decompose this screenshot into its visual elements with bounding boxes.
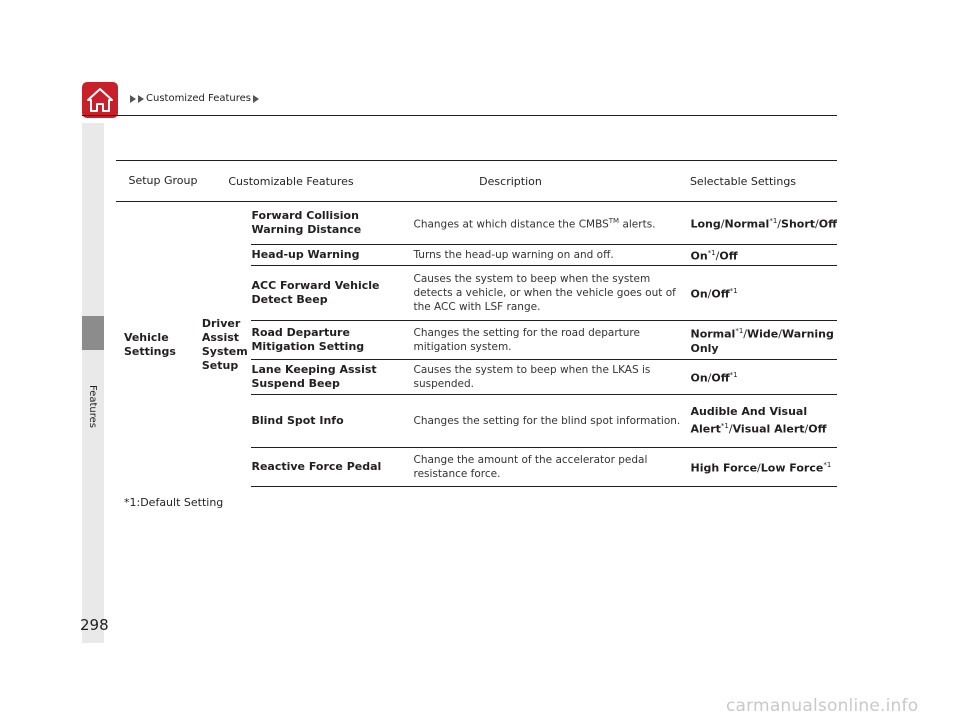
- setting-separator: /: [720, 217, 725, 231]
- setting-separator: /: [728, 422, 733, 436]
- feature-description: Causes the system to beep when the system detects a vehicle, or when the vehicle goes out of the ACC with LSF range.: [413, 273, 676, 313]
- setting-option: On: [690, 287, 708, 301]
- setting-separator: /: [777, 217, 782, 231]
- setting-option: Normal: [724, 217, 770, 231]
- section-label: Features: [87, 385, 98, 428]
- table-body: [116, 202, 837, 487]
- section-sidebar: [82, 123, 104, 643]
- feature-name: ACC Forward Vehicle Detect Beep: [251, 279, 380, 306]
- setting-separator: /: [815, 217, 819, 231]
- setting-option: Audible And Visual Alert: [690, 405, 808, 436]
- description-text: alerts.: [619, 218, 656, 231]
- setting-separator: /: [778, 327, 782, 341]
- table-row: [251, 395, 837, 448]
- selectable-settings: [690, 405, 837, 437]
- table-rows: [251, 202, 837, 487]
- selectable-settings: [690, 324, 837, 356]
- selectable-settings: [690, 284, 837, 302]
- header-customizable-features: Customizable Features: [228, 174, 354, 188]
- customizable-features-table: [116, 160, 837, 487]
- footnote: *1:Default Setting: [124, 496, 224, 509]
- watermark: carmanualsonline.info: [726, 696, 919, 716]
- setting-option: On: [690, 371, 708, 385]
- setting-separator: /: [707, 371, 712, 385]
- breadcrumb-arrow-icon: [130, 95, 136, 103]
- breadcrumb[interactable]: [130, 93, 259, 104]
- breadcrumb-link-customized-features[interactable]: Customized Features: [146, 93, 252, 104]
- default-marker: *1: [823, 461, 832, 470]
- feature-description: Causes the system to beep when the LKAS is suspended.: [413, 364, 651, 390]
- feature-description: Changes the setting for the road departure mitigation system.: [413, 327, 640, 353]
- setting-option: Off: [808, 422, 827, 436]
- setting-option: Wide: [747, 327, 779, 341]
- selectable-settings: [690, 214, 837, 232]
- table-header: [116, 161, 837, 201]
- setting-option: Warning Only: [690, 327, 834, 355]
- setting-option: High Force: [690, 461, 758, 475]
- setting-option: Visual Alert: [732, 422, 805, 436]
- default-marker: *1: [720, 422, 729, 431]
- setting-option: On: [690, 249, 708, 263]
- description-text: Changes at which distance the CMBS: [413, 218, 609, 231]
- feature-description: Change the amount of the accelerator pedal resistance force.: [413, 454, 648, 480]
- table-row: [251, 448, 837, 487]
- feature-name: Head-up Warning: [251, 248, 360, 261]
- table-row: [251, 266, 837, 321]
- feature-name: Forward Collision Warning Distance: [251, 209, 362, 236]
- default-marker: *1: [707, 249, 716, 258]
- default-marker: *1: [769, 217, 778, 226]
- section-tab-features[interactable]: [82, 316, 104, 350]
- setting-option: Off: [818, 217, 837, 231]
- feature-name: Reactive Force Pedal: [251, 460, 382, 473]
- table-row: [251, 321, 837, 360]
- setting-option: Low Force: [760, 461, 824, 475]
- subgroup-cell: [184, 202, 252, 487]
- home-icon[interactable]: [82, 82, 118, 118]
- setting-option: Off: [711, 287, 730, 301]
- setting-option: Normal: [690, 327, 736, 341]
- setting-separator: /: [757, 461, 761, 475]
- feature-name: Road Departure Mitigation Setting: [251, 326, 365, 353]
- table-row: [251, 202, 837, 245]
- setting-option: Short: [781, 217, 816, 231]
- header-setup-group: Setup Group: [128, 174, 198, 187]
- setting-separator: /: [707, 287, 712, 301]
- header-divider: [82, 115, 837, 116]
- setting-option: Long: [690, 217, 721, 231]
- page-number: 298: [80, 616, 109, 634]
- default-marker: *1: [729, 371, 738, 380]
- breadcrumb-arrow-icon: [253, 95, 259, 103]
- setting-option: Off: [711, 371, 730, 385]
- header-selectable-settings: Selectable Settings: [689, 174, 797, 188]
- feature-name: Lane Keeping Assist Suspend Beep: [251, 363, 377, 390]
- setting-separator: /: [715, 249, 720, 263]
- selectable-settings: [690, 458, 837, 476]
- feature-description: Changes the setting for the blind spot information.: [413, 415, 681, 427]
- default-marker: *1: [735, 327, 744, 336]
- group-cell: [116, 202, 184, 487]
- group-label: Vehicle Settings: [123, 330, 176, 358]
- selectable-settings: [690, 246, 837, 264]
- header-description: Description: [479, 174, 542, 188]
- setting-separator: /: [804, 422, 809, 436]
- setting-separator: /: [743, 327, 748, 341]
- default-marker: *1: [729, 287, 738, 296]
- breadcrumb-arrow-icon: [138, 95, 144, 103]
- feature-description: [413, 214, 690, 232]
- subgroup-label: Driver Assist System Setup: [201, 316, 248, 372]
- table-row: [251, 360, 837, 395]
- feature-name: Blind Spot Info: [251, 414, 344, 427]
- trademark-mark: TM: [608, 217, 620, 226]
- table-row: [251, 245, 837, 266]
- setting-option: Off: [719, 249, 738, 263]
- selectable-settings: [690, 368, 837, 386]
- feature-description: Turns the head-up warning on and off.: [413, 249, 614, 261]
